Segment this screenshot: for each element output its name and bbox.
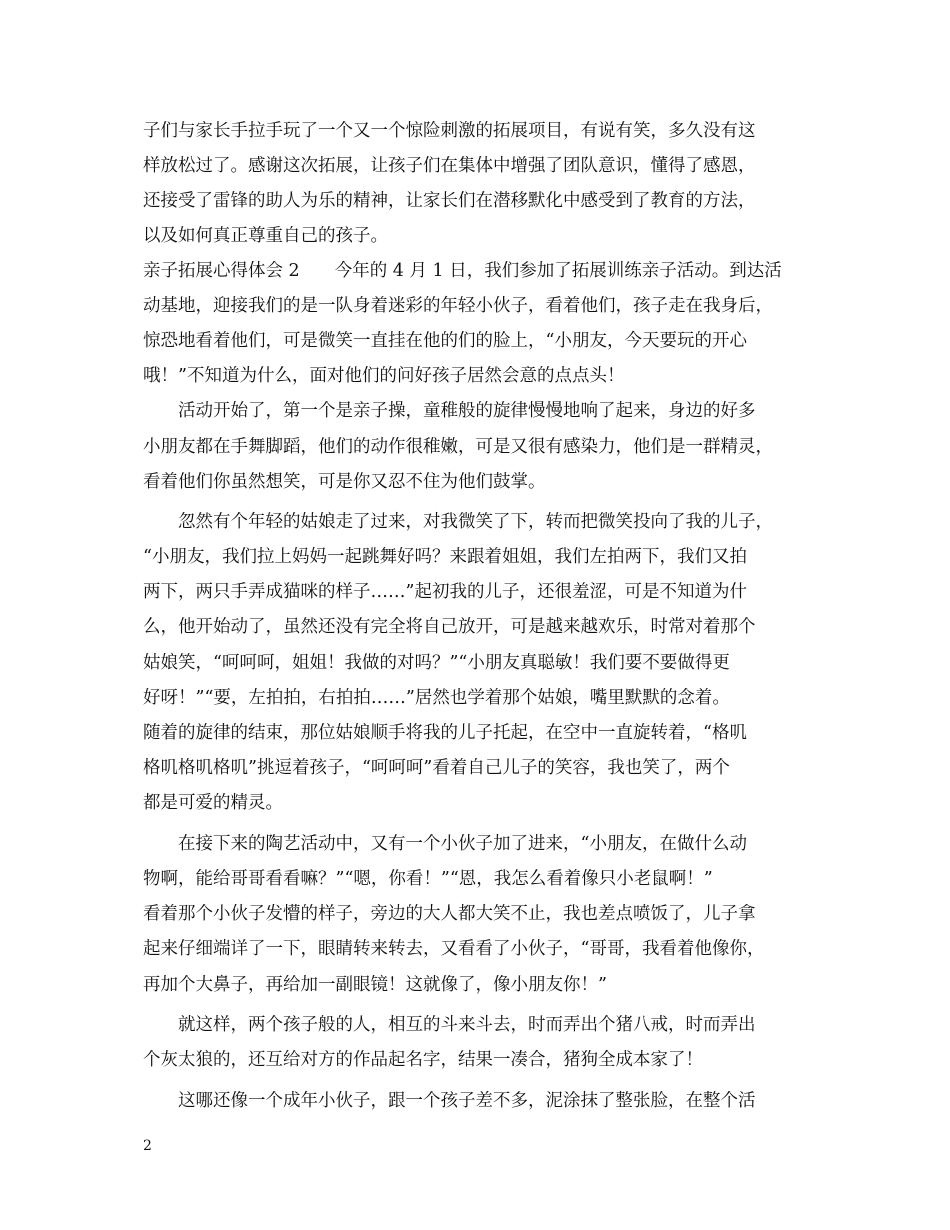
page-number: 2	[143, 1138, 152, 1154]
text-line: 子们与家长手拉手玩了一个又一个惊险刺激的拓展项目，有说有笑，多久没有这	[143, 121, 756, 141]
text-line: 好呀！”“要，左拍拍，右拍拍……”居然也学着那个姑娘，嘴里默默的念着。	[143, 688, 730, 708]
text-line: 忽然有个年轻的姑娘走了过来，对我微笑了下，转而把微笑投向了我的儿子，	[178, 512, 773, 532]
text-line: 还接受了雷锋的助人为乐的精神，让家长们在潜移默化中感受到了教育的方法，	[143, 191, 756, 211]
text-line: 看着他们你虽然想笑，可是你又忍不住为他们鼓掌。	[143, 472, 546, 492]
text-line: 看着那个小伙子发懵的样子，旁边的大人都大笑不止，我也差点喷饭了，儿子拿	[143, 904, 756, 924]
text-line: 两下，两只手弄成猫咪的样子……”起初我的儿子，还很羞涩，可是不知道为什	[143, 582, 747, 602]
text-line: 这哪还像一个成年小伙子，跟一个孩子差不多，泥涂抹了整张脸，在整个活	[178, 1091, 756, 1111]
text-line: 样放松过了。感谢这次拓展，让孩子们在集体中增强了团队意识，懂得了感恩，	[143, 156, 756, 176]
text-line: 哦！”不知道为什么，面对他们的问好孩子居然会意的点点头！	[143, 366, 625, 386]
text-line: 活动开始了，第一个是亲子操，童稚般的旋律慢慢地响了起来，身边的好多	[178, 401, 756, 421]
text-line: 再加个大鼻子，再给加一副眼镜！这就像了，像小朋友你！”	[143, 975, 607, 995]
text-line: 物啊，能给哥哥看看嘛？”“嗯，你看！”“恩，我怎么看着像只小老鼠啊！”	[143, 869, 713, 889]
text-line: 么，他开始动了，虽然还没有完全将自己放开，可是越来越欢乐，时常对着那个	[143, 617, 756, 637]
text-line: 惊恐地看着他们，可是微笑一直挂在他的们的脸上，“小朋友，今天要玩的开心	[143, 331, 747, 351]
text-line: 小朋友都在手舞脚蹈，他们的动作很稚嫩，可是又很有感染力，他们是一群精灵，	[143, 437, 773, 457]
text-line: 在接下来的陶艺活动中，又有一个小伙子加了进来，“小朋友，在做什么动	[178, 834, 747, 854]
text-line: 起来仔细端详了一下，眼睛转来转去，又看看了小伙子，“哥哥，我看着他像你，	[143, 939, 765, 959]
text-line: 姑娘笑，“呵呵呵，姐姐！我做的对吗？”“小朋友真聪敏！我们要不要做得更	[143, 653, 730, 673]
text-line: 都是可爱的精灵。	[143, 793, 283, 813]
text-line: 个灰太狼的，还互给对方的作品起名字，结果一凑合，猪狗全成本家了！	[143, 1050, 703, 1070]
text-line: 以及如何真正尊重自己的孩子。	[143, 226, 388, 246]
text-line: 就这样，两个孩子般的人，相互的斗来斗去，时而弄出个猪八戒，时而弄出	[178, 1015, 756, 1035]
text-line: 动基地，迎接我们的是一队身着迷彩的年轻小伙子，看着他们，孩子走在我身后，	[143, 296, 773, 316]
section-heading-line: 亲子拓展心得体会 2 今年的 4 月 1 日，我们参加了拓展训练亲子活动。到达活	[143, 261, 782, 281]
text-line: “小朋友，我们拉上妈妈一起跳舞好吗？来跟着姐姐，我们左拍两下，我们又拍	[143, 547, 747, 567]
text-line: 随着的旋律的结束，那位姑娘顺手将我的儿子托起，在空中一直旋转着，“格叽	[143, 723, 747, 743]
text-line: 格叽格叽格叽”挑逗着孩子，“呵呵呵”看着自己儿子的笑容，我也笑了，两个	[143, 758, 730, 778]
